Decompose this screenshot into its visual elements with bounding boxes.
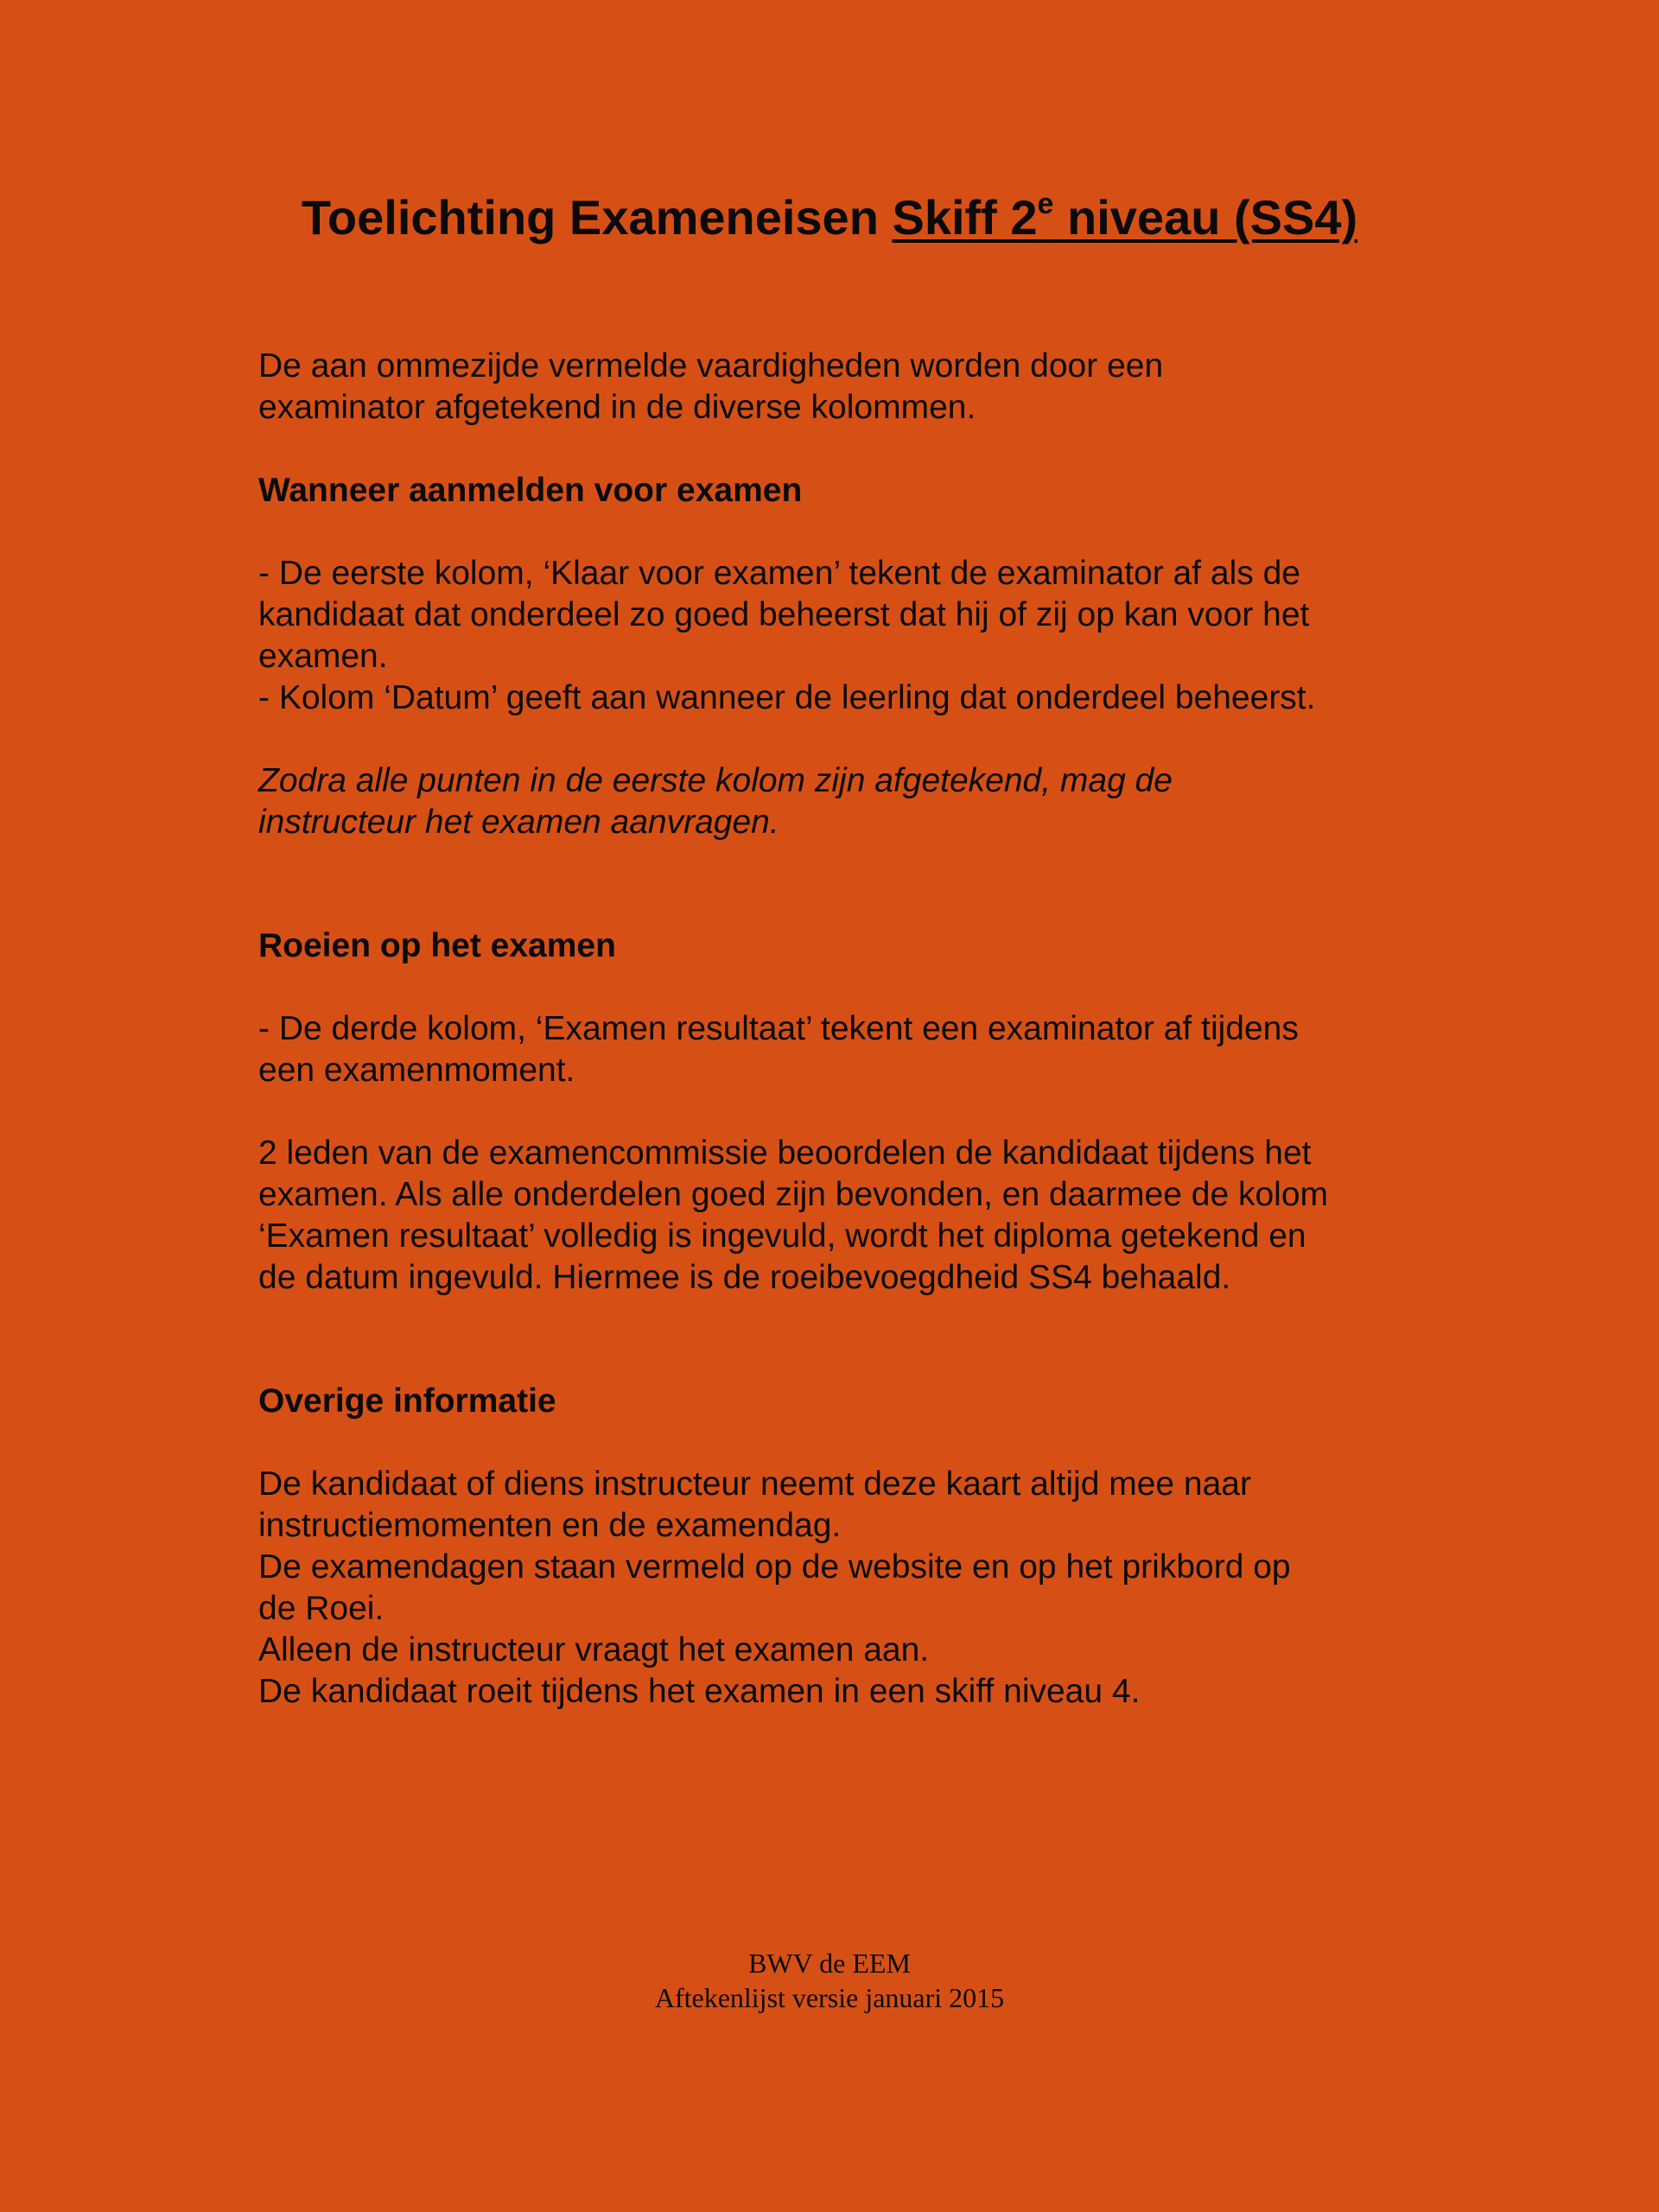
title-prefix: Toelichting Exameneisen	[301, 190, 893, 245]
intro-paragraph	[258, 346, 1451, 429]
paragraph-line: De kandidaat roeit tijdens het examen in een skiff niveau 4.	[258, 1673, 1141, 1710]
paragraph-line: de datum ingevuld. Hiermee is de roeibevoegdheid SS4 behaald.	[258, 1259, 1231, 1296]
paragraph-line: De kandidaat of diens instructeur neemt deze kaart altijd mee naar	[258, 1465, 1251, 1503]
aanmelden-bullets	[258, 553, 1451, 719]
note-line: Zodra alle punten in de eerste kolom zijn afgetekend, mag de	[258, 762, 1173, 799]
paragraph-line: De examendagen staan vermeld op de website en op het prikbord op	[258, 1548, 1291, 1586]
title-main: Skiff 2	[892, 190, 1038, 245]
section-heading: Overige informatie	[258, 1382, 556, 1420]
intro-line: De aan ommezijde vermelde vaardigheden worden door een	[258, 347, 1164, 385]
title-superscript: e	[1037, 188, 1054, 220]
footer	[0, 1946, 1659, 2015]
bullet-line: een examenmoment.	[258, 1052, 575, 1089]
bullet-line: - Kolom ‘Datum’ geeft aan wanneer de leerling dat onderdeel beheerst.	[258, 679, 1316, 716]
overige-paragraph	[258, 1464, 1451, 1713]
paragraph-line: 2 leden van de examencommissie beoordelen de kandidaat tijdens het	[258, 1135, 1312, 1172]
title-underlined	[892, 190, 1357, 245]
aanmelden-note	[258, 760, 1451, 843]
roeien-paragraph	[258, 1133, 1451, 1299]
section-heading: Wanneer aanmelden voor examen	[258, 472, 803, 509]
note-line: instructeur het examen aanvragen.	[258, 804, 779, 841]
page-title	[0, 183, 1659, 252]
section-roeien	[258, 925, 1451, 967]
paragraph-line: ‘Examen resultaat’ volledig is ingevuld, wordt het diploma getekend en	[258, 1217, 1306, 1255]
roeien-bullet	[258, 1008, 1451, 1091]
bullet-line: - De eerste kolom, ‘Klaar voor examen’ tekent de examinator af als de	[258, 555, 1300, 592]
footer-organization: BWV de EEM	[748, 1948, 911, 1979]
section-aanmelden	[258, 470, 1451, 512]
section-heading: Roeien op het examen	[258, 927, 616, 964]
bullet-line: examen.	[258, 638, 388, 675]
title-rest: niveau (SS4)	[1053, 190, 1358, 245]
section-overige	[258, 1381, 1451, 1422]
bullet-line: kandidaat dat onderdeel zo goed beheerst dat hij of zij op kan voor het	[258, 596, 1310, 633]
paragraph-line: examen. Als alle onderdelen goed zijn bevonden, en daarmee de kolom	[258, 1176, 1329, 1213]
paragraph-line: Alleen de instructeur vraagt het examen aan.	[258, 1631, 930, 1669]
paragraph-line: instructiemomenten en de examendag.	[258, 1507, 842, 1544]
footer-version: Aftekenlijst versie januari 2015	[654, 1982, 1005, 2013]
paragraph-line: de Roei.	[258, 1590, 385, 1627]
bullet-line: - De derde kolom, ‘Examen resultaat’ tekent een examinator af tijdens	[258, 1010, 1299, 1047]
intro-line: examinator afgetekend in de diverse kolommen.	[258, 389, 976, 426]
